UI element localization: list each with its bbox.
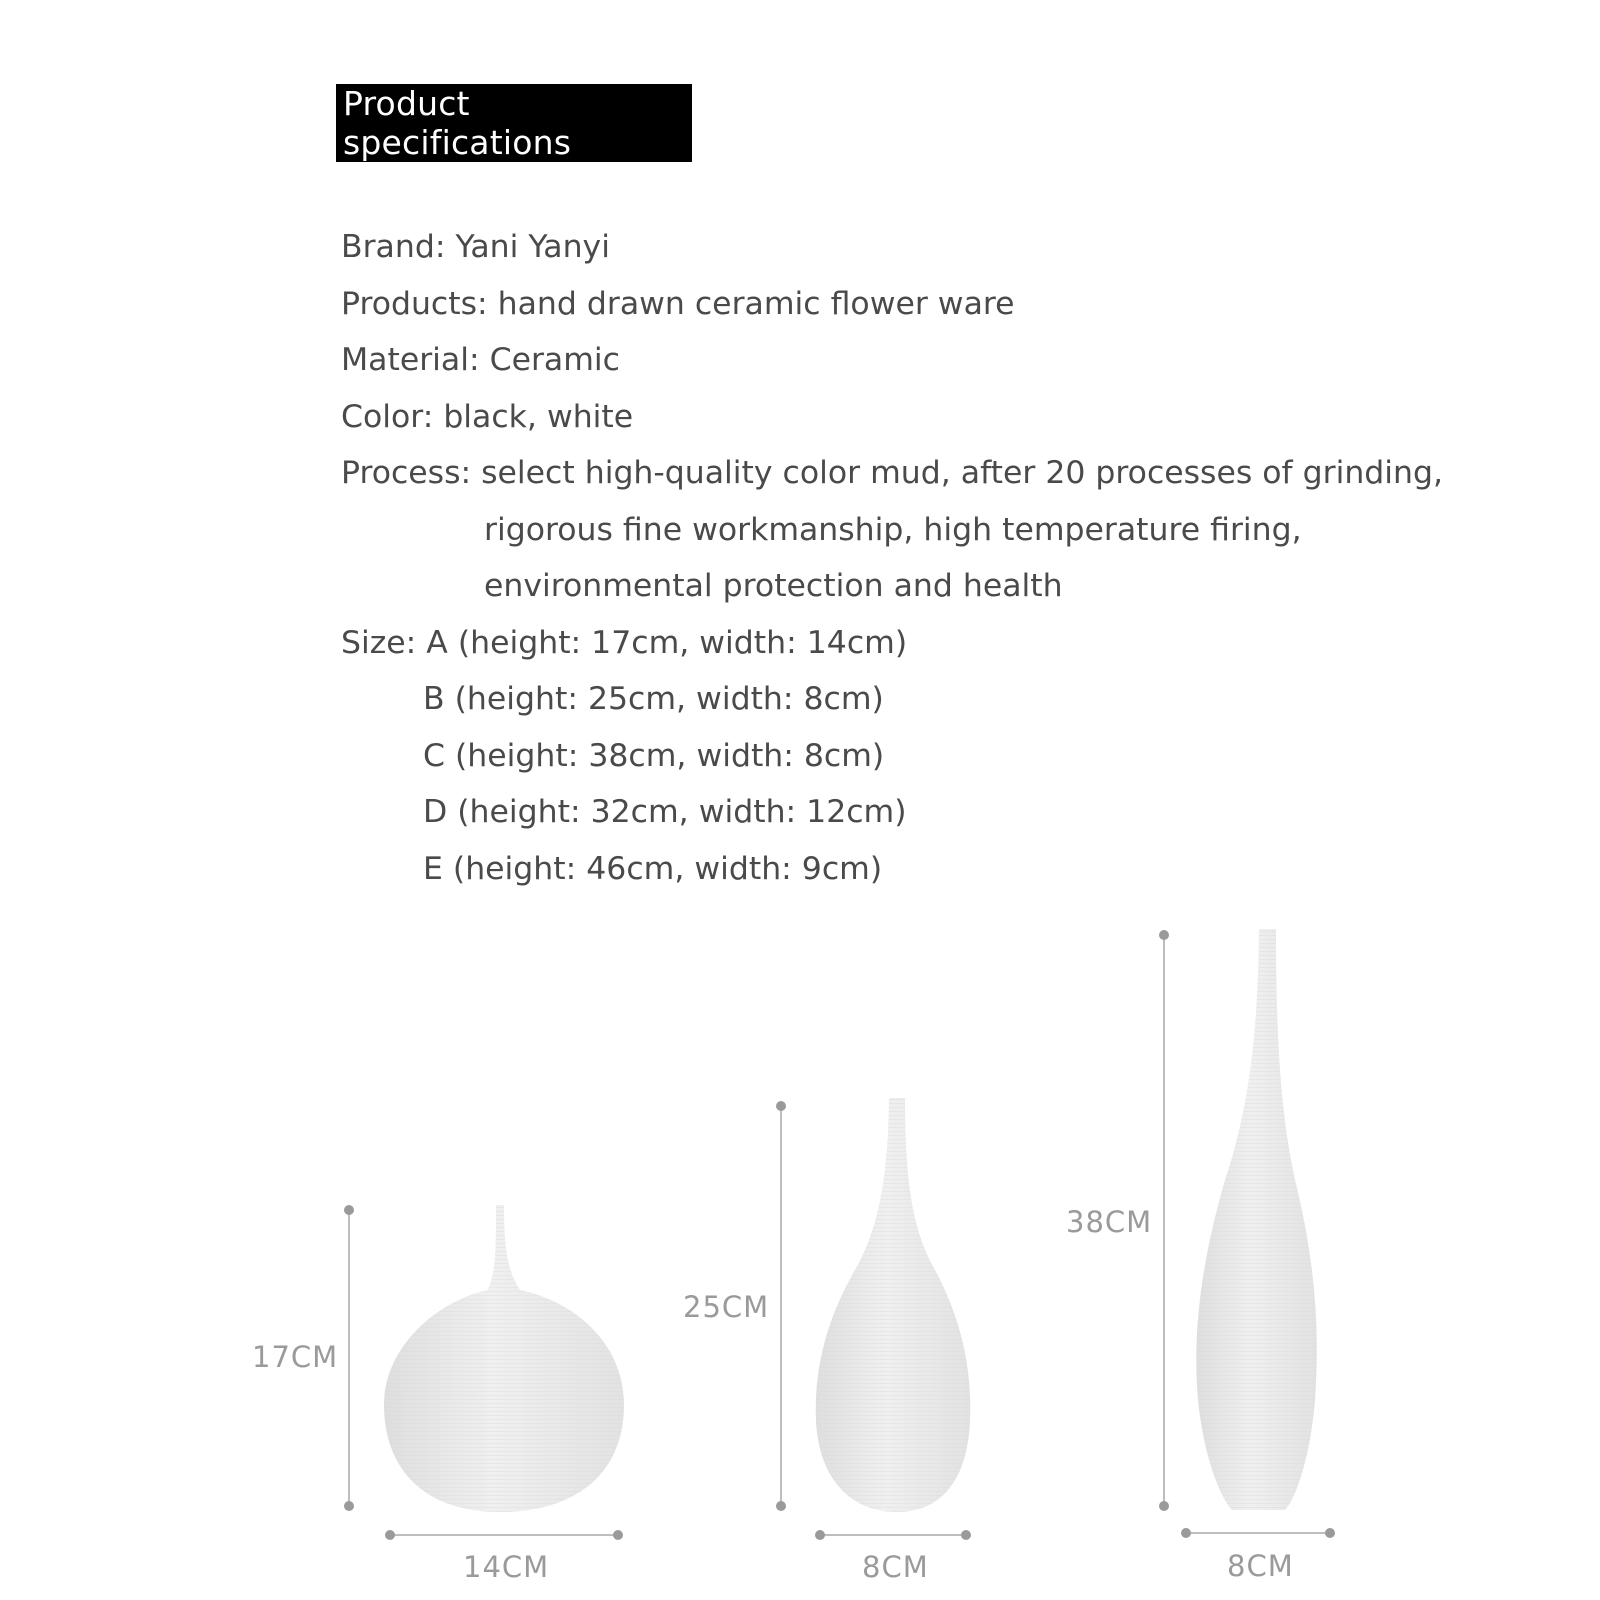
spec-products: Products: hand drawn ceramic flower ware xyxy=(341,286,1015,322)
spec-color: Color: black, white xyxy=(341,399,634,435)
vase-b-width-dimension xyxy=(815,1530,971,1540)
vase-a-height-label: 17CM xyxy=(252,1340,339,1374)
spec-size-a: Size: A (height: 17cm, width: 14cm) xyxy=(341,625,908,661)
vase-b-width-label: 8CM xyxy=(862,1550,929,1584)
spec-size-d: D (height: 32cm, width: 12cm) xyxy=(423,794,907,830)
vase-a-width-label: 14CM xyxy=(463,1550,550,1584)
vase-a-width-dimension xyxy=(385,1530,623,1540)
spec-brand: Brand: Yani Yanyi xyxy=(341,229,610,265)
spec-material: Material: Ceramic xyxy=(341,342,620,378)
spec-size-e: E (height: 46cm, width: 9cm) xyxy=(423,851,883,887)
spec-size-c: C (height: 38cm, width: 8cm) xyxy=(423,738,885,774)
vase-c-height-dimension xyxy=(1159,930,1169,1511)
vase-c xyxy=(1196,929,1317,1510)
vase-b-height-dimension xyxy=(776,1101,786,1511)
spec-size-b: B (height: 25cm, width: 8cm) xyxy=(423,681,884,717)
vase-b-height-label: 25CM xyxy=(683,1290,770,1324)
spec-process-cont-1: rigorous fine workmanship, high temperature firing, xyxy=(484,512,1302,548)
section-title: Product specifications xyxy=(343,84,572,162)
vase-c-width-label: 8CM xyxy=(1227,1549,1294,1583)
spec-process-cont-2: environmental protection and health xyxy=(484,568,1063,604)
vase-b xyxy=(816,1098,970,1512)
vase-a-height-dimension xyxy=(344,1205,354,1511)
vase-c-width-dimension xyxy=(1181,1528,1335,1538)
vase-a xyxy=(384,1205,624,1512)
spec-process: Process: select high-quality color mud, after 20 processes of grinding, xyxy=(341,455,1444,491)
vase-c-height-label: 38CM xyxy=(1066,1205,1153,1239)
